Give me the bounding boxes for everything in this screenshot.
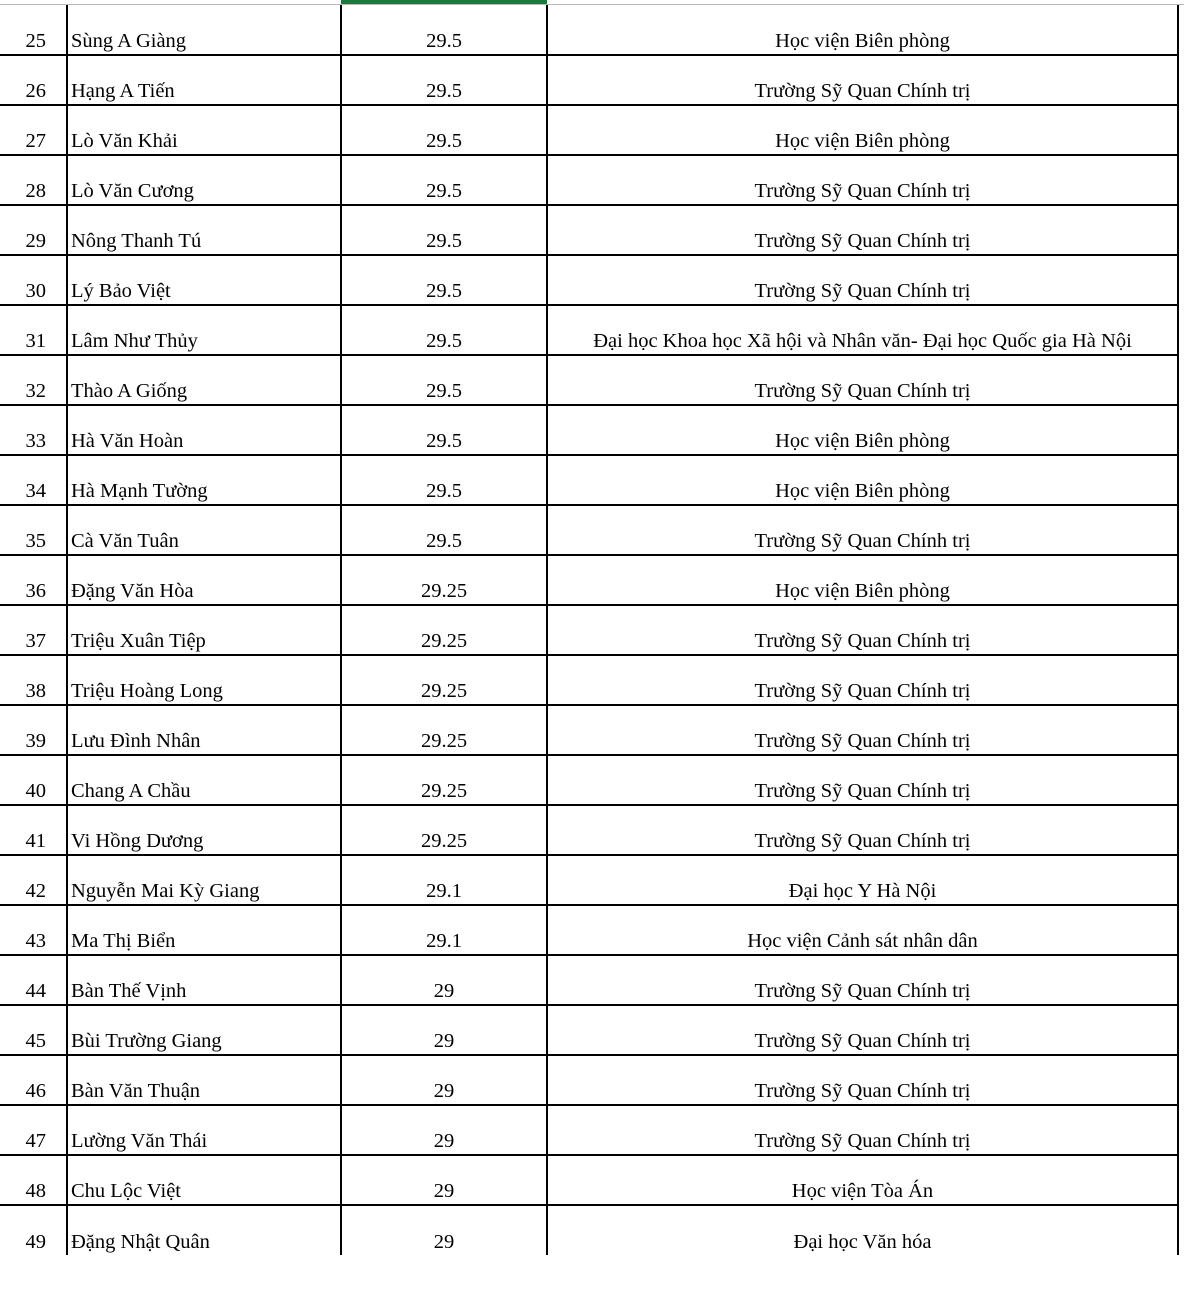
cell-score[interactable]: 29.1 [341,905,547,955]
cell-score[interactable]: 29.5 [341,105,547,155]
cell-name[interactable]: Vi Hồng Dương [67,805,341,855]
table-row [0,305,1178,355]
cell-name[interactable]: Đặng Văn Hòa [67,555,341,605]
cell-school[interactable]: Học viện Biên phòng [547,555,1178,605]
cell-name[interactable]: Thào A Giống [67,355,341,405]
cell-stt[interactable]: 34 [0,455,67,505]
cell-score[interactable]: 29 [341,955,547,1005]
table-row [0,255,1178,305]
cell-score[interactable]: 29.5 [341,455,547,505]
table-row [0,655,1178,705]
cell-score[interactable]: 29 [341,1205,547,1255]
cell-school[interactable]: Học viện Biên phòng [547,455,1178,505]
cell-stt[interactable]: 39 [0,705,67,755]
cell-stt[interactable]: 43 [0,905,67,955]
cell-score[interactable]: 29 [341,1005,547,1055]
cell-school[interactable]: Trường Sỹ Quan Chính trị [547,505,1178,555]
cell-name[interactable]: Triệu Xuân Tiệp [67,605,341,655]
cell-stt[interactable]: 49 [0,1205,67,1255]
cell-score[interactable]: 29.5 [341,155,547,205]
cell-school[interactable]: Trường Sỹ Quan Chính trị [547,255,1178,305]
table-row [0,1155,1178,1205]
table-row [0,755,1178,805]
student-score-table [0,5,1179,1255]
cell-school[interactable]: Học viện Biên phòng [547,105,1178,155]
cell-name[interactable]: Bàn Văn Thuận [67,1055,341,1105]
table-row [0,5,1178,55]
table-row [0,355,1178,405]
cell-school[interactable]: Trường Sỹ Quan Chính trị [547,1005,1178,1055]
table-body [0,5,1178,1255]
cell-score[interactable]: 29.1 [341,855,547,905]
cell-score[interactable]: 29.5 [341,505,547,555]
cell-stt[interactable]: 41 [0,805,67,855]
cell-name[interactable]: Cà Văn Tuân [67,505,341,555]
table-row [0,705,1178,755]
cell-school[interactable]: Trường Sỹ Quan Chính trị [547,605,1178,655]
cell-school[interactable]: Học viện Biên phòng [547,5,1178,55]
cell-school[interactable]: Học viện Cảnh sát nhân dân [547,905,1178,955]
cell-stt[interactable]: 36 [0,555,67,605]
cell-score[interactable]: 29.5 [341,205,547,255]
cell-name[interactable]: Triệu Hoàng Long [67,655,341,705]
cell-stt[interactable]: 40 [0,755,67,805]
cell-stt[interactable]: 47 [0,1105,67,1155]
cell-score[interactable]: 29.5 [341,55,547,105]
cell-name[interactable]: Chu Lộc Việt [67,1155,341,1205]
table-row [0,1055,1178,1105]
cell-stt[interactable]: 28 [0,155,67,205]
cell-stt[interactable]: 44 [0,955,67,1005]
cell-name[interactable]: Sùng A Giàng [67,5,341,55]
table-row [0,55,1178,105]
cell-school[interactable]: Trường Sỹ Quan Chính trị [547,155,1178,205]
cell-score[interactable]: 29.5 [341,305,547,355]
cell-score[interactable]: 29.25 [341,755,547,805]
cell-stt[interactable]: 26 [0,55,67,105]
cell-score[interactable]: 29.25 [341,555,547,605]
cell-school[interactable]: Trường Sỹ Quan Chính trị [547,805,1178,855]
table-row [0,905,1178,955]
cell-score[interactable]: 29.25 [341,805,547,855]
cell-school[interactable]: Trường Sỹ Quan Chính trị [547,1055,1178,1105]
table-row [0,855,1178,905]
table-row [0,805,1178,855]
cell-score[interactable]: 29.5 [341,5,547,55]
cell-stt[interactable]: 29 [0,205,67,255]
cell-score[interactable]: 29.25 [341,605,547,655]
cell-name[interactable]: Bàn Thế Vịnh [67,955,341,1005]
cell-school[interactable]: Học viện Biên phòng [547,405,1178,455]
table-row [0,505,1178,555]
cell-name[interactable]: Lưu Đình Nhân [67,705,341,755]
cell-name[interactable]: Bùi Trường Giang [67,1005,341,1055]
cell-stt[interactable]: 45 [0,1005,67,1055]
cell-school[interactable]: Trường Sỹ Quan Chính trị [547,655,1178,705]
table-row [0,1005,1178,1055]
table-row [0,555,1178,605]
table-row [0,105,1178,155]
cell-score[interactable]: 29.5 [341,355,547,405]
cell-school[interactable]: Trường Sỹ Quan Chính trị [547,705,1178,755]
cell-stt[interactable]: 25 [0,5,67,55]
cell-score[interactable]: 29 [341,1105,547,1155]
cell-stt[interactable]: 37 [0,605,67,655]
cell-stt[interactable]: 38 [0,655,67,705]
cell-name[interactable]: Ma Thị Biển [67,905,341,955]
cell-score[interactable]: 29.5 [341,405,547,455]
cell-school[interactable]: Đại học Khoa học Xã hội và Nhân văn- Đại học Quốc gia Hà Nội [547,305,1178,355]
cell-school[interactable]: Đại học Văn hóa [547,1205,1178,1255]
table-row [0,605,1178,655]
table-row [0,955,1178,1005]
cell-name[interactable]: Lò Văn Khải [67,105,341,155]
cell-name[interactable]: Hà Văn Hoàn [67,405,341,455]
cell-name[interactable]: Chang A Chầu [67,755,341,805]
cell-name[interactable]: Lâm Như Thủy [67,305,341,355]
cell-score[interactable]: 29 [341,1155,547,1205]
cell-school[interactable]: Trường Sỹ Quan Chính trị [547,55,1178,105]
cell-school[interactable]: Trường Sỹ Quan Chính trị [547,955,1178,1005]
cell-score[interactable]: 29.5 [341,255,547,305]
table-row [0,205,1178,255]
cell-stt[interactable]: 48 [0,1155,67,1205]
cell-name[interactable]: Lường Văn Thái [67,1105,341,1155]
cell-score[interactable]: 29 [341,1055,547,1105]
cell-name[interactable]: Nông Thanh Tú [67,205,341,255]
cell-name[interactable]: Lò Văn Cương [67,155,341,205]
cell-stt[interactable]: 33 [0,405,67,455]
cell-name[interactable]: Hà Mạnh Tường [67,455,341,505]
cell-name[interactable]: Hạng A Tiến [67,55,341,105]
cell-name[interactable]: Đặng Nhật Quân [67,1205,341,1255]
cell-stt[interactable]: 30 [0,255,67,305]
cell-name[interactable]: Lý Bảo Việt [67,255,341,305]
cell-stt[interactable]: 35 [0,505,67,555]
cell-stt[interactable]: 42 [0,855,67,905]
cell-stt[interactable]: 31 [0,305,67,355]
selected-column-indicator [341,0,547,4]
table-row [0,155,1178,205]
cell-school[interactable]: Trường Sỹ Quan Chính trị [547,1105,1178,1155]
cell-school[interactable]: Đại học Y Hà Nội [547,855,1178,905]
cell-school[interactable]: Trường Sỹ Quan Chính trị [547,355,1178,405]
cell-school[interactable]: Trường Sỹ Quan Chính trị [547,205,1178,255]
cell-score[interactable]: 29.25 [341,705,547,755]
table-row [0,455,1178,505]
cell-school[interactable]: Học viện Tòa Án [547,1155,1178,1205]
table-row [0,405,1178,455]
cell-score[interactable]: 29.25 [341,655,547,705]
cell-stt[interactable]: 46 [0,1055,67,1105]
cell-name[interactable]: Nguyễn Mai Kỳ Giang [67,855,341,905]
cell-school[interactable]: Trường Sỹ Quan Chính trị [547,755,1178,805]
cell-stt[interactable]: 27 [0,105,67,155]
cell-stt[interactable]: 32 [0,355,67,405]
table-row [0,1105,1178,1155]
table-row [0,1205,1178,1255]
